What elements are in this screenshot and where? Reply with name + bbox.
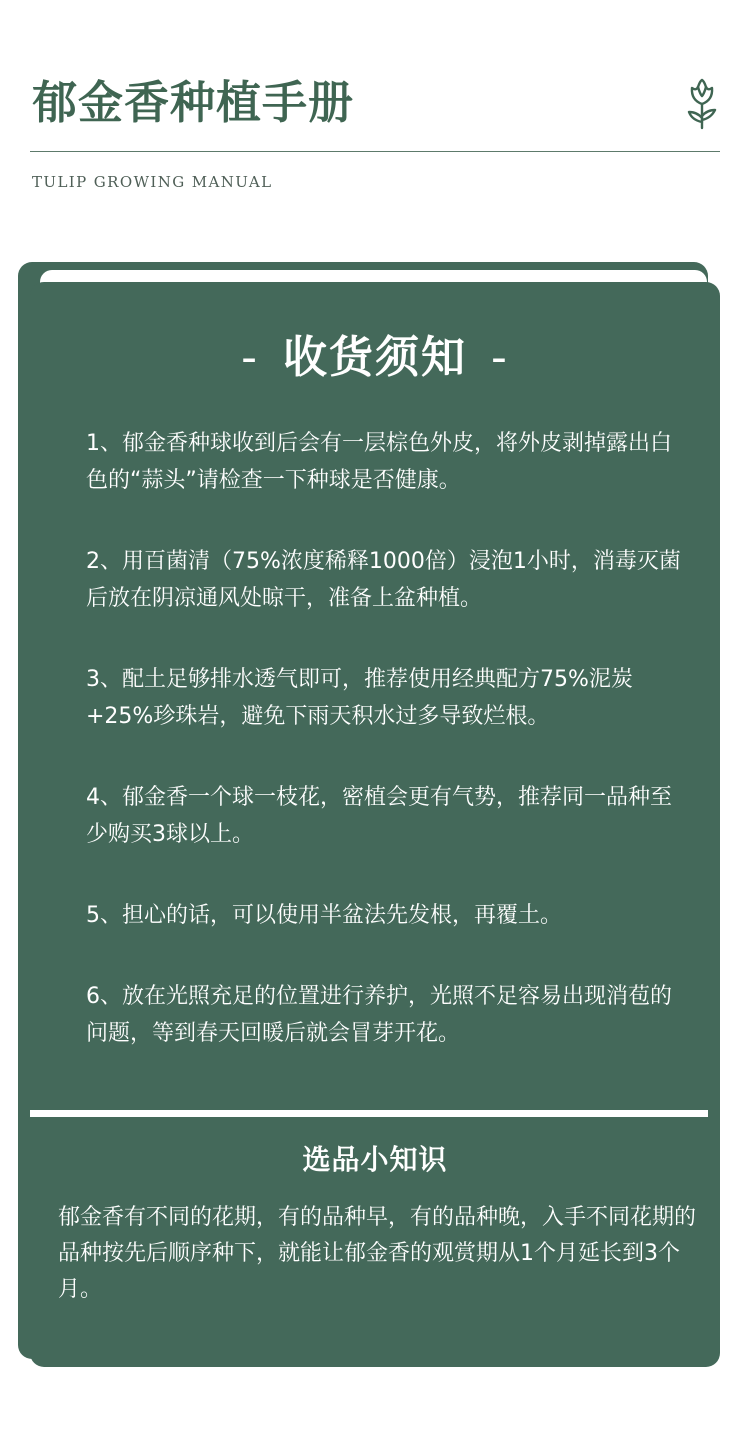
page-subtitle: TULIP GROWING MANUAL [32, 173, 273, 191]
notice-item-1: 1、郁金香种球收到后会有一层棕色外皮，将外皮剥掉露出白色的“蒜头”请检查一下种球是否健康。 [86, 431, 672, 493]
notice-list [86, 425, 686, 1096]
notice-item-6: 6、放在光照充足的位置进行养护，光照不足容易出现消苞的问题，等到春天回暖后就会冒芽开花。 [86, 984, 672, 1046]
notice-item-2: 2、用百菌清（75%浓度稀释1000倍）浸泡1小时，消毒灭菌后放在阴凉通风处晾干，准备上盆种植。 [86, 549, 681, 611]
notice-item-4: 4、郁金香一个球一枝花，密植会更有气势，推荐同一品种至少购买3球以上。 [86, 785, 672, 847]
notice-item-5: 5、担心的话，可以使用半盆法先发根，再覆土。 [86, 903, 562, 928]
header-divider [30, 151, 720, 152]
page-title: 郁金香种植手册 [32, 76, 355, 129]
heading-dash-right: - [491, 332, 509, 383]
notice-heading [0, 330, 750, 386]
tulip-icon [682, 76, 722, 132]
tips-body: 郁金香有不同的花期，有的品种早，有的品种晚，入手不同花期的品种按先后顺序种下，就能让郁金香的观赏期从1个月延长到3个月。 [58, 1205, 697, 1302]
notice-item-3: 3、配土足够排水透气即可，推荐使用经典配方75%泥炭+25%珍珠岩，避免下雨天积水过多导致烂根。 [86, 667, 633, 729]
tips-title: 选品小知识 [302, 1143, 448, 1176]
section-divider [30, 1110, 708, 1117]
heading-dash-left: - [241, 332, 259, 383]
notice-title: 收货须知 [283, 332, 467, 383]
